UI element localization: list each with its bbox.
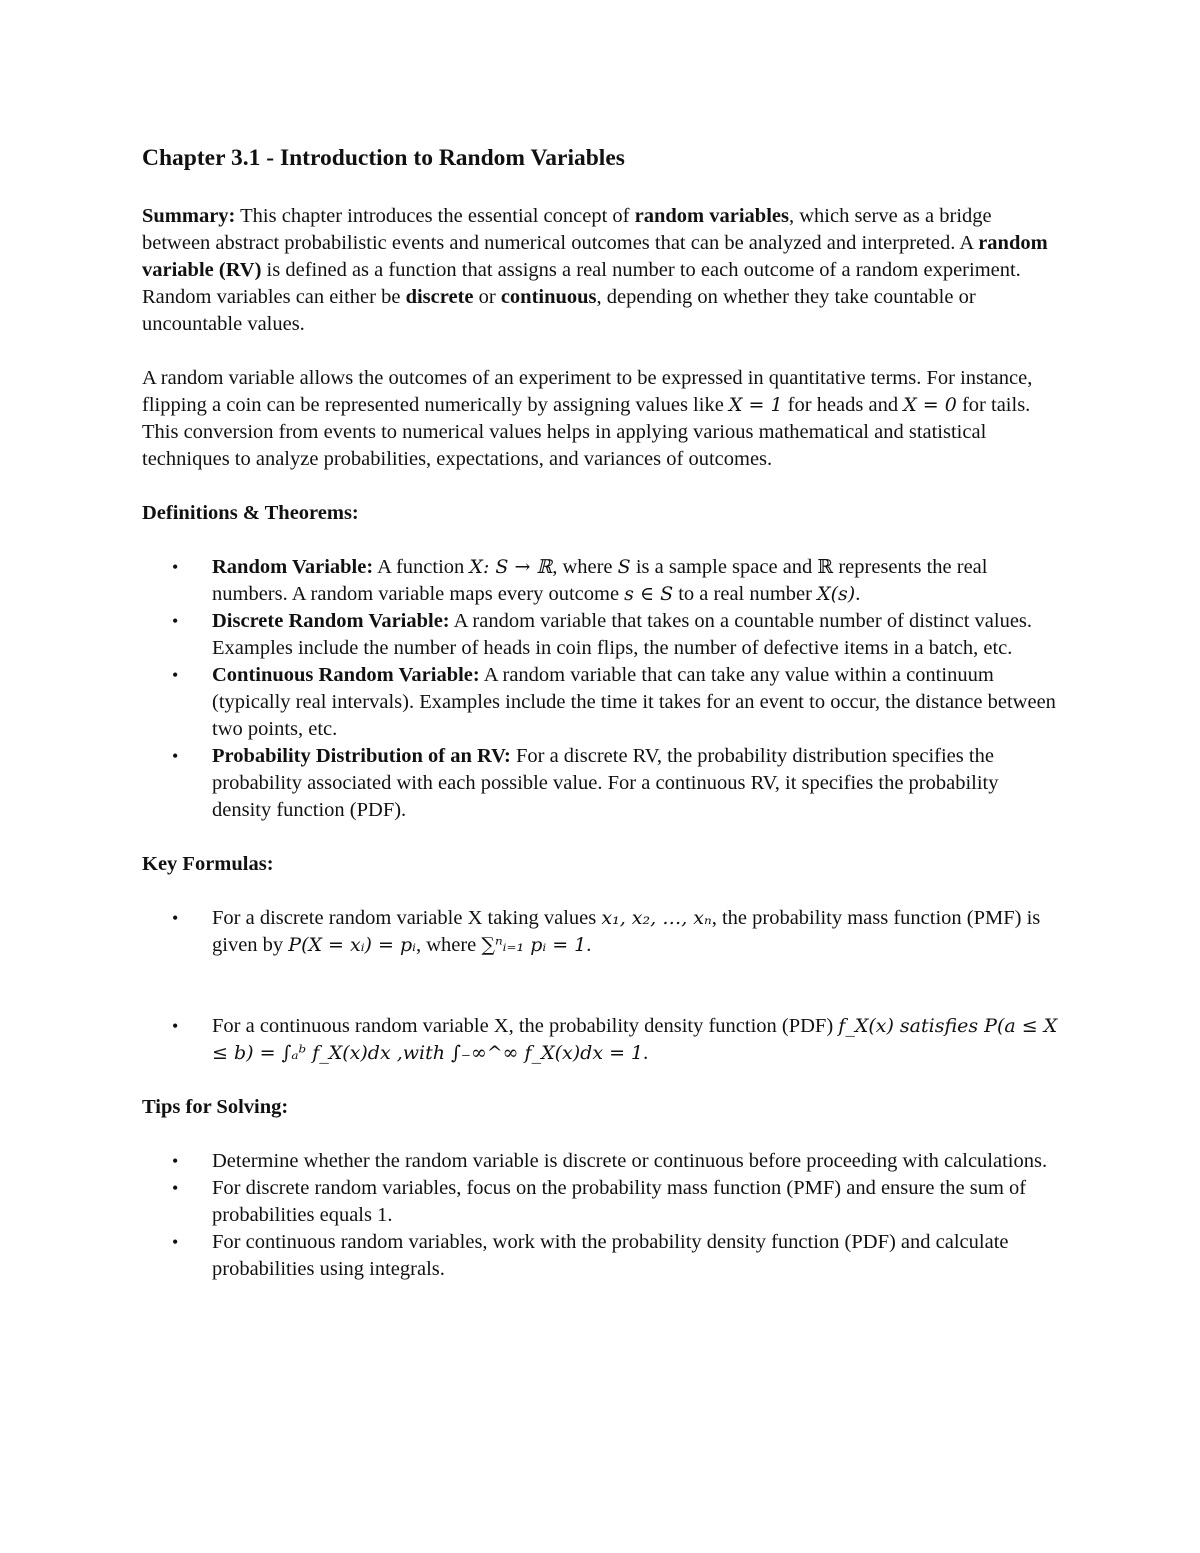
math-inline: P(X = xᵢ) = pᵢ [288,934,416,956]
math-inline: ∑ⁿᵢ₌₁ pᵢ = 1 [481,934,587,956]
math-inline: S [617,556,631,578]
tips-list [142,1148,1062,1283]
definition-label: Probability Distribution of an RV: [212,745,511,767]
formula-text: . [643,1042,649,1064]
summary-paragraph [142,203,1062,338]
summary-text: or [473,286,501,308]
definition-item [142,608,1062,662]
definition-item [142,743,1062,824]
formulas-heading: Key Formulas: [142,853,274,875]
formula-item [142,1013,1062,1067]
summary-text: is defined as a function that assigns a real number to each outcome of a random experiment. Random variables can either be [142,259,1021,308]
definition-text: to a real number [673,583,818,605]
intro-text: A random variable allows the outcomes of an experiment to be expressed in quantitative terms. For instance, flipping a coin can be represented numerically by assigning values like [142,367,1033,416]
math-inline: X = 0 [903,394,957,416]
formula-text: For a discrete random variable X taking values [212,907,602,929]
definition-text: , where [552,556,618,578]
definition-text: A function [373,556,470,578]
document-page [142,140,1062,1310]
math-inline: x₁, x₂, …, xₙ [601,907,712,929]
tip-item: • For discrete random variables, focus on the probability mass function (PMF) and ensure the sum of probabilities equals 1. [142,1175,1062,1229]
summary-text: , which serve as a bridge between abstract probabilistic events and numerical outcomes that can be analyzed and interpreted. A [142,205,992,254]
formula-text: , the probability mass function (PMF) is given by [212,907,1041,956]
summary-text: This chapter introduces the essential concept of [235,205,635,227]
tip-item: • Determine whether the random variable is discrete or continuous before proceeding with calculations. [142,1148,1062,1175]
formula-item [142,905,1062,959]
summary-term: random variable (RV) [142,232,1048,281]
math-inline: X = 1 [728,394,783,416]
formulas-list-2 [142,1013,1062,1067]
chapter-title: Chapter 3.1 - Introduction to Random Variables [142,145,625,171]
definition-label: Continuous Random Variable: [212,664,480,686]
spacer [142,959,1062,1013]
math-inline: X(s) [817,583,856,605]
definition-text: . [855,583,861,605]
definition-text: represents the real numbers. A random variable maps every outcome [212,556,988,605]
formula-text: , where [415,934,482,956]
math-inline: f_X(x) satisfies P(a ≤ X ≤ b) = ∫ₐᵇ f_X(x)dx ,with ∫₋∞^∞ f_X(x)dx = 1 [212,1015,1058,1064]
math-inline: ℝ [817,556,834,578]
definition-item [142,662,1062,743]
summary-text: , depending on whether they take countable or uncountable values. [142,286,976,335]
intro-text: for heads and [782,394,904,416]
formulas-list [142,905,1062,959]
tips-heading: Tips for Solving: [142,1096,289,1118]
definition-item [142,554,1062,608]
definition-label: Discrete Random Variable: [212,610,450,632]
tip-item: • For continuous random variables, work with the probability density function (PDF) and calculate probabilities using integrals. [142,1229,1062,1283]
definition-label: Random Variable: [212,556,374,578]
intro-text: for tails. This conversion from events to numerical values helps in applying various mathematical and statistical techniques to analyze probabilities, expectations, and variances of outcomes. [142,394,1031,470]
definition-text: is a sample space and [630,556,818,578]
definition-text: A random variable that takes on a countable number of distinct values. Examples include the number of heads in coin flips, the number of defective items in a batch, etc. [212,610,1033,659]
summary-label: Summary: [142,205,236,227]
definition-text: For a discrete RV, the probability distribution specifies the probability associated with each possible value. For a continuous RV, it specifies the probability density function (PDF). [212,745,999,821]
formula-text: . [586,934,592,956]
definitions-heading: Definitions & Theorems: [142,502,359,524]
definition-text: A random variable that can take any value within a continuum (typically real intervals). Examples include the time it takes for an event to occur, the distance between two points, etc. [212,664,1056,740]
summary-term: continuous [500,286,597,308]
formula-text: For a continuous random variable X, the probability density function (PDF) [212,1015,839,1037]
math-inline: s ∈ S [624,583,674,605]
definitions-list [142,554,1062,824]
summary-term: random variables [634,205,789,227]
summary-term: discrete [405,286,474,308]
math-inline: X: S → ℝ [469,556,553,578]
intro-paragraph [142,365,1062,473]
